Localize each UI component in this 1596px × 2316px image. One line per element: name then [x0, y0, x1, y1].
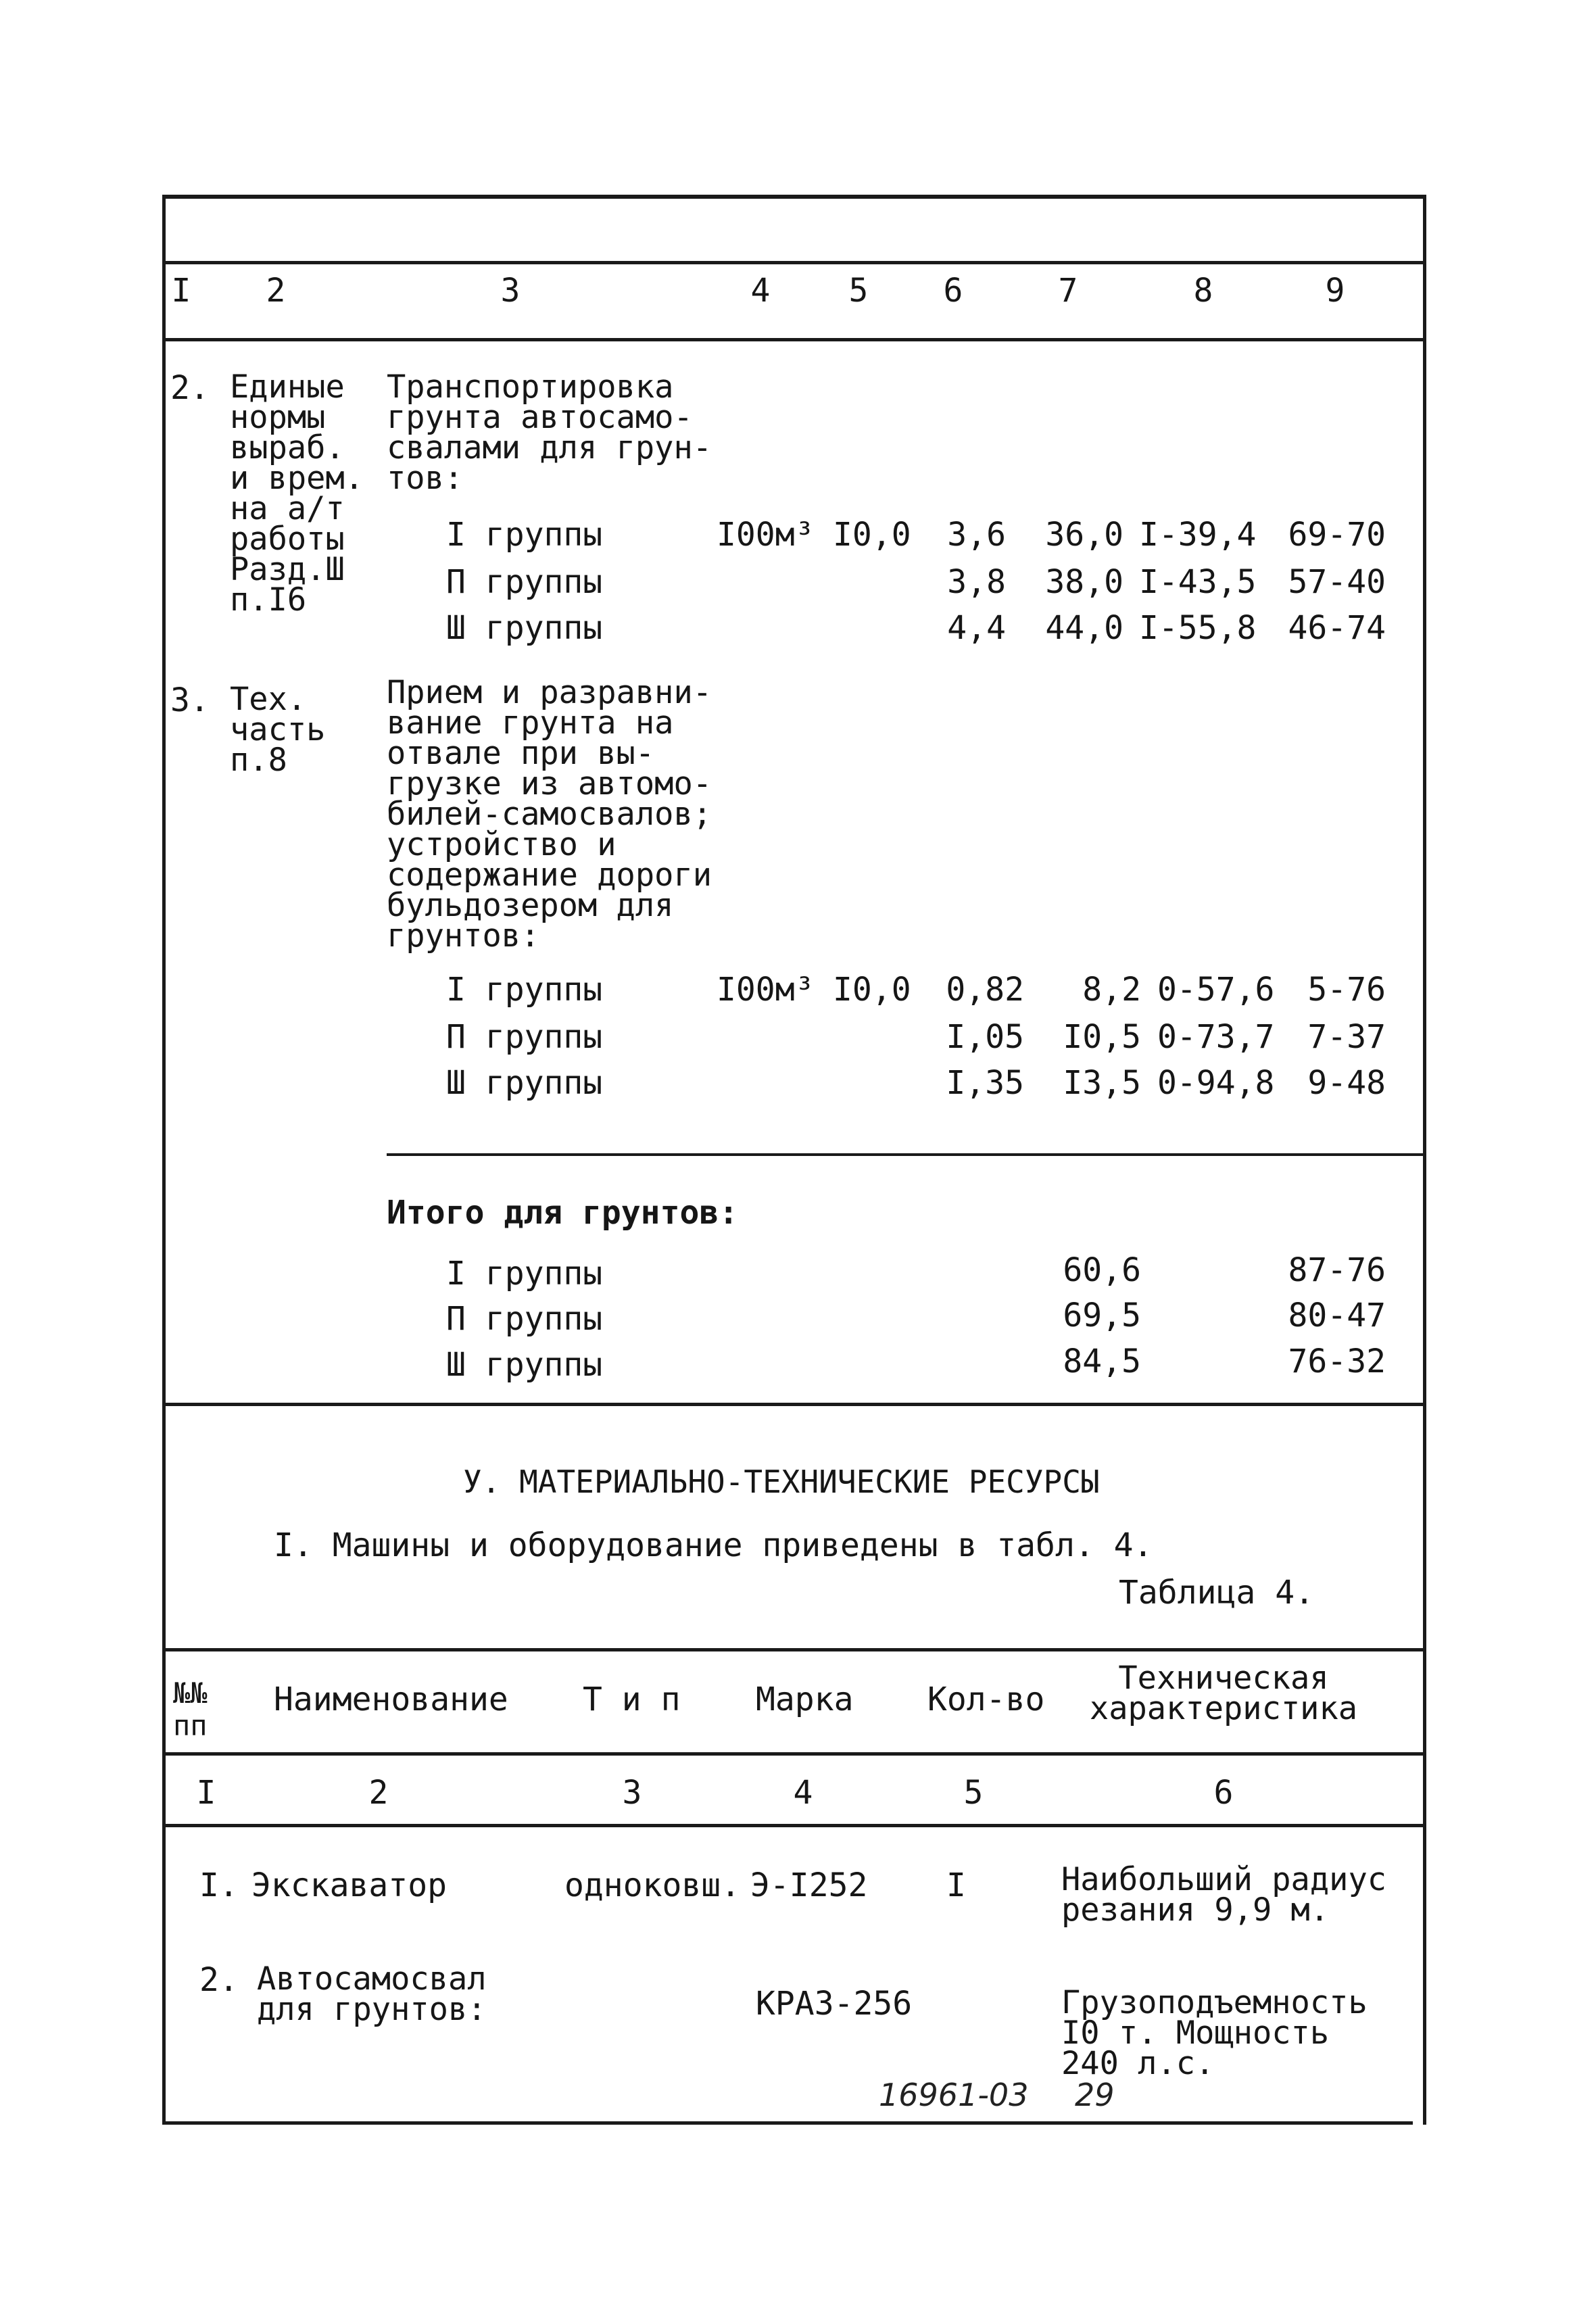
work-line: грузке из автомо- [387, 765, 712, 802]
header-row-bottom-line [162, 338, 1426, 341]
labor-cell: 38,0 [1045, 563, 1123, 601]
basis-line: на а/т [230, 490, 345, 527]
basis-line: Разд.Ш [230, 551, 345, 588]
table-top-border [162, 195, 1426, 199]
section-paragraph: I. Машины и оборудование приведены в табл. 4. [274, 1526, 1153, 1564]
page-number: 29 [1075, 2077, 1115, 2113]
section-heading: У. МАТЕРИАЛЬНО-ТЕХНИЧЕСКИЕ РЕСУРСЫ [463, 1464, 1100, 1500]
table4-row-number: 2. [199, 1961, 239, 1999]
norm-cell: I,35 [946, 1064, 1024, 1102]
table4-header-num: пп [173, 1709, 208, 1742]
labor-cell: 44,0 [1045, 609, 1123, 647]
frame-right-border [1423, 195, 1426, 2125]
soil-group-label: Ш группы [446, 1064, 603, 1102]
machine-brand: Э-I252 [750, 1866, 868, 1904]
work-line: вание грунта на [387, 704, 674, 742]
table4-header-qty: Кол-во [927, 1681, 1045, 1718]
norm-cell: 3,8 [947, 563, 1006, 601]
machine-brand: КРАЗ-256 [756, 1985, 913, 2023]
basis-line: п.I6 [230, 581, 307, 619]
rate-cell: I-43,5 [1139, 563, 1257, 601]
basis-line: п.8 [230, 742, 287, 779]
col-number-4: 4 [750, 272, 771, 310]
work-line: Транспортировка [387, 368, 674, 406]
col-number-8: 8 [1193, 272, 1213, 310]
soil-group-label: П группы [446, 1018, 603, 1056]
table4-header-type: Т и п [583, 1681, 681, 1718]
machine-name: для грунтов: [257, 1991, 487, 2028]
table4-col-number-6: 6 [1213, 1774, 1234, 1812]
row-number: 2. [170, 369, 210, 407]
col-number-3: 3 [500, 272, 521, 310]
unit-cell: I00м³ [717, 971, 815, 1009]
table4-col-number-2: 2 [368, 1774, 389, 1812]
work-line: грунта автосамо- [387, 399, 693, 436]
work-line: свалами для грун- [387, 429, 712, 466]
total-label: Итого для грунтов: [387, 1194, 739, 1232]
labor-cell: I0,5 [1063, 1018, 1141, 1056]
table4-header-spec: Техническая [1118, 1660, 1329, 1697]
rate-cell: I-55,8 [1139, 609, 1257, 647]
col-number-7: 7 [1058, 272, 1078, 310]
machine-spec-line: 240 л.с. [1061, 2045, 1215, 2082]
volume-cell: I0,0 [833, 971, 911, 1009]
table4-header-brand: Марка [756, 1681, 854, 1718]
rate-cell: I-39,4 [1139, 516, 1257, 554]
subtotal-separator-line [387, 1153, 1426, 1156]
col-number-5: 5 [848, 272, 869, 310]
work-line: Прием и разравни- [387, 674, 712, 711]
machine-qty: I [946, 1866, 966, 1904]
labor-cell: 36,0 [1045, 516, 1123, 554]
cost-cell: 57-40 [1288, 563, 1386, 601]
rate-cell: 0-94,8 [1157, 1064, 1275, 1102]
col-number-9: 9 [1325, 272, 1345, 310]
col-number-2: 2 [266, 272, 286, 310]
table4-top-line [162, 1648, 1426, 1651]
table4-header-spec: характеристика [1089, 1690, 1358, 1727]
total-labor-cell: 60,6 [1063, 1251, 1141, 1289]
machine-type: одноковш. [564, 1866, 741, 1904]
work-line: устройство и [387, 826, 616, 863]
work-line: содержание дороги [387, 857, 712, 894]
norm-cell: 3,6 [947, 516, 1006, 554]
soil-group-label: Ш группы [446, 609, 603, 647]
soil-group-label: I группы [446, 1255, 603, 1293]
machine-name: Автосамосвал [257, 1960, 487, 1998]
table4-header-num: №№ [173, 1676, 208, 1710]
soil-group-label: I группы [446, 516, 603, 554]
unit-cell: I00м³ [717, 516, 815, 554]
work-line: билей-самосвалов; [387, 796, 712, 833]
basis-line: Единые [230, 368, 345, 406]
cost-cell: 9-48 [1307, 1064, 1386, 1102]
soil-group-label: Ш группы [446, 1346, 603, 1384]
total-labor-cell: 84,5 [1063, 1343, 1141, 1380]
total-labor-cell: 69,5 [1063, 1297, 1141, 1334]
header-row-top-line [162, 261, 1426, 264]
table4-col-number-3: 3 [622, 1774, 642, 1812]
basis-line: выраб. [230, 429, 345, 466]
work-line: отвале при вы- [387, 735, 655, 772]
soil-group-label: П группы [446, 1300, 603, 1338]
table-caption: Таблица 4. [1119, 1574, 1314, 1612]
cost-cell: 46-74 [1288, 609, 1386, 647]
total-cost-cell: 87-76 [1288, 1251, 1386, 1289]
rate-cell: 0-73,7 [1157, 1018, 1275, 1056]
cost-cell: 5-76 [1307, 971, 1386, 1009]
work-line: тов: [387, 460, 464, 497]
frame-left-border [162, 195, 166, 2125]
table4-row-number: I. [199, 1866, 239, 1904]
work-line: бульдозером для [387, 887, 674, 924]
col-number-6: 6 [943, 272, 963, 310]
rate-cell: 0-57,6 [1157, 971, 1275, 1009]
norm-cell: 0,82 [946, 971, 1024, 1009]
machine-spec-line: I0 т. Мощность [1061, 2015, 1330, 2052]
basis-line: и врем. [230, 460, 364, 497]
labor-cell: I3,5 [1063, 1064, 1141, 1102]
machine-spec-line: Наибольший радиус [1061, 1861, 1387, 1898]
norm-cell: 4,4 [947, 609, 1006, 647]
volume-cell: I0,0 [833, 516, 911, 554]
basis-line: Тех. [230, 681, 307, 718]
machine-name: Экскаватор [251, 1866, 447, 1904]
table-bottom-line [162, 1403, 1426, 1406]
basis-line: работы [230, 521, 345, 558]
basis-line: нормы [230, 399, 326, 436]
machine-spec-line: резания 9,9 м. [1061, 1891, 1330, 1929]
page-bottom-line [162, 2121, 1413, 2125]
table4-col-number-1: I [196, 1774, 216, 1812]
col-number-1: I [171, 272, 191, 310]
machine-spec-line: Грузоподъемность [1061, 1984, 1368, 2021]
total-cost-cell: 76-32 [1288, 1343, 1386, 1380]
table4-header-name: Наименование [274, 1681, 508, 1718]
work-line: грунтов: [387, 917, 540, 955]
basis-line: часть [230, 711, 326, 748]
table4-col-number-5: 5 [963, 1774, 984, 1812]
table4-col-number-4: 4 [793, 1774, 813, 1812]
table4-colnum-bottom-line [162, 1824, 1426, 1827]
cost-cell: 69-70 [1288, 516, 1386, 554]
table4-header-bottom-line [162, 1752, 1426, 1756]
soil-group-label: П группы [446, 563, 603, 601]
norm-cell: I,05 [946, 1018, 1024, 1056]
row-number: 3. [170, 681, 210, 719]
labor-cell: 8,2 [1082, 971, 1141, 1009]
soil-group-label: I группы [446, 971, 603, 1009]
document-code: 16961-03 [879, 2077, 1029, 2113]
total-cost-cell: 80-47 [1288, 1297, 1386, 1334]
cost-cell: 7-37 [1307, 1018, 1386, 1056]
